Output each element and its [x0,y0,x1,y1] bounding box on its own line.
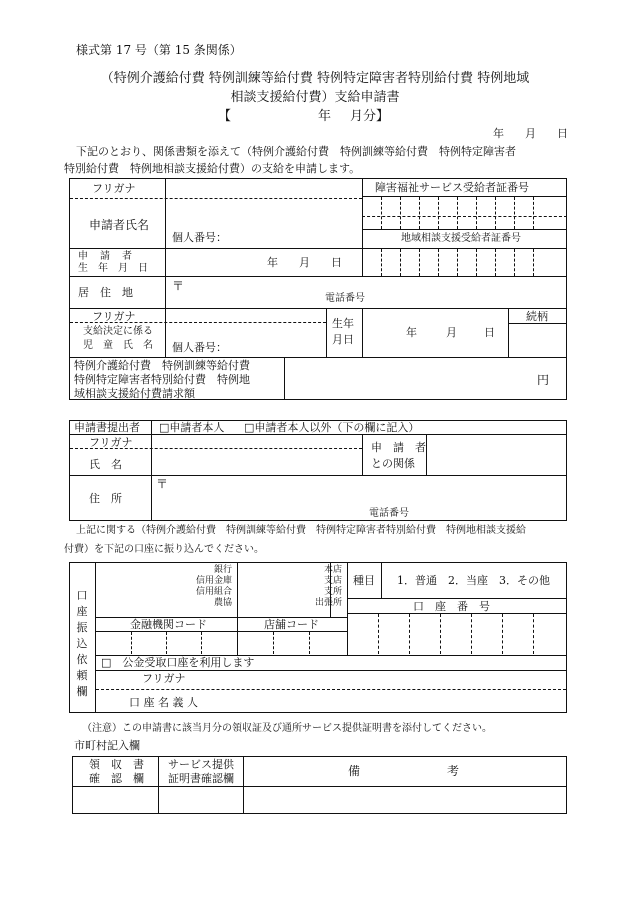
institution-type: 農協 [213,598,232,608]
branch-type: 出張所 [314,598,342,608]
receipt-check-label-2: 確 認 欄 [89,772,144,785]
remarks-label-1: 備 [348,764,361,778]
branch-type: 支所 [323,587,342,597]
bank-side-char: 欄 [76,685,88,698]
institution-code-label: 金融機関コード [130,618,207,631]
date-day: 日 [557,127,568,140]
applicant-birth-month: 月 [299,256,310,269]
branch-types [300,565,342,609]
claim-label-3: 域相談支援給付費請求額 [74,387,195,400]
applicant-birth-label-1: 申 請 者 [78,251,133,262]
child-birth-label-2: 月日 [332,333,354,346]
child-birth-label-1: 生年 [332,317,354,330]
city-section-title: 市町村記入欄 [74,739,140,752]
notice-text: （注意）この申請書に該当月分の領収証及び通所サービス提供証明書を添付してください。 [82,723,492,734]
remarks-label-2: 考 [447,764,460,778]
date-year: 年 [493,127,504,140]
receipt-check-label-1: 領 収 書 [89,758,144,771]
submitter-option-other[interactable]: □申請者本人以外（下の欄に記入） [244,421,420,434]
period-month: 月分】 [350,109,390,124]
bank-intro-line1: 上記に関する（特例介護給付費 特例訓練等給付費 特例特定障害者特別給付費 特例地相談支援給 [76,525,526,536]
submitter-address-label: 住 所 [89,492,122,505]
period-year: 年 [318,109,332,124]
applicant-birth-year: 年 [267,256,278,269]
account-type-options[interactable]: 1．普通 2．当座 3．その他 [397,574,550,587]
service-check-label-1: サービス提供 [168,758,234,771]
address-label: 居 住 地 [78,286,133,299]
intro-line1: 下記のとおり、関係書類を添えて（特例介護給付費 特例訓練等給付費 特例特定障害者 [76,145,516,158]
public-account-checkbox[interactable]: □ 公金受取口座を利用します [101,656,255,669]
bank-intro-line2: 付費）を下記の口座に振り込んでください。 [64,544,264,555]
institution-type: 信用金庫 [195,576,232,586]
applicant-furigana-label: フリガナ [92,182,136,195]
service-check-label-2: 証明書確認欄 [168,772,234,785]
applicant-name-label: 申請者氏名 [89,218,150,232]
holder-furigana-label: フリガナ [142,672,186,685]
submitter-label: 申請書提出者 [74,421,140,434]
relation-label: 続柄 [526,310,548,323]
submitter-name-label: 氏 名 [89,458,122,471]
bank-side-char: 頼 [76,669,88,682]
institution-types [190,565,232,609]
postal-mark: 〒 [172,279,185,293]
submitter-phone-label: 電話番号 [369,508,409,519]
child-name-label-1: 支給決定に係る [83,326,153,337]
branch-type: 本店 [323,565,342,575]
child-personal-number-label: 個人番号： [172,341,227,354]
service-cert-number-label: 障害福祉サービス受給者証番号 [375,181,529,194]
community-cert-number-label: 地域相談支援受給者証番号 [401,233,521,244]
relation-label-1: 申 請 者 [371,441,426,454]
submitter-furigana-label: フリガナ [89,436,133,449]
bank-side-char: 座 [76,605,88,618]
institution-type: 信用組合 [195,587,232,597]
submitter-option-self[interactable]: □申請者本人 [159,421,225,434]
bank-side-char: 込 [76,637,88,650]
form-number: 様式第 17 号（第 15 条関係） [76,43,242,57]
bank-side-char: 依 [76,653,88,666]
submitter-table [69,420,567,521]
form-title-line1: （特例介護給付費 特例訓練等給付費 特例特定障害者特別給付費 特例地域 [100,71,530,86]
applicant-birth-label-2: 生 年 月 日 [78,263,148,274]
yen-label: 円 [537,373,550,387]
claim-label-1: 特例介護給付費 特例訓練等給付費 [74,359,250,372]
claim-label-2: 特例特定障害者特別給付費 特例地 [74,373,250,386]
bank-side-label [74,588,90,700]
holder-name-label: 口 座 名 義 人 [129,696,198,709]
phone-label: 電話番号 [325,293,365,304]
child-birth-day: 日 [484,326,495,339]
child-birth-year: 年 [406,326,417,339]
relation-label-2: との関係 [371,457,415,470]
institution-type: 銀行 [213,565,232,575]
applicant-birth-day: 日 [331,256,342,269]
account-type-label: 種目 [353,574,375,587]
child-birth-month: 月 [446,326,457,339]
date-month: 月 [525,127,536,140]
branch-code-label: 店舗コード [264,618,319,631]
bank-side-char: 口 [76,589,88,602]
child-furigana-label: フリガナ [92,310,136,323]
form-title-line2: 相談支援給付費）支給申請書 [230,90,400,105]
bank-side-char: 振 [76,621,88,634]
submitter-postal-mark: 〒 [156,477,169,491]
intro-line2: 特別給付費 特例地相談支援給付費）の支給を申請します。 [64,162,361,175]
branch-type: 支店 [323,576,342,586]
city-table [72,756,567,814]
applicant-personal-number-label: 個人番号： [172,231,227,244]
period-open: 【 [218,109,232,124]
account-number-label: 口 座 番 号 [413,600,490,613]
child-name-label-2: 児 童 氏 名 [83,340,153,351]
